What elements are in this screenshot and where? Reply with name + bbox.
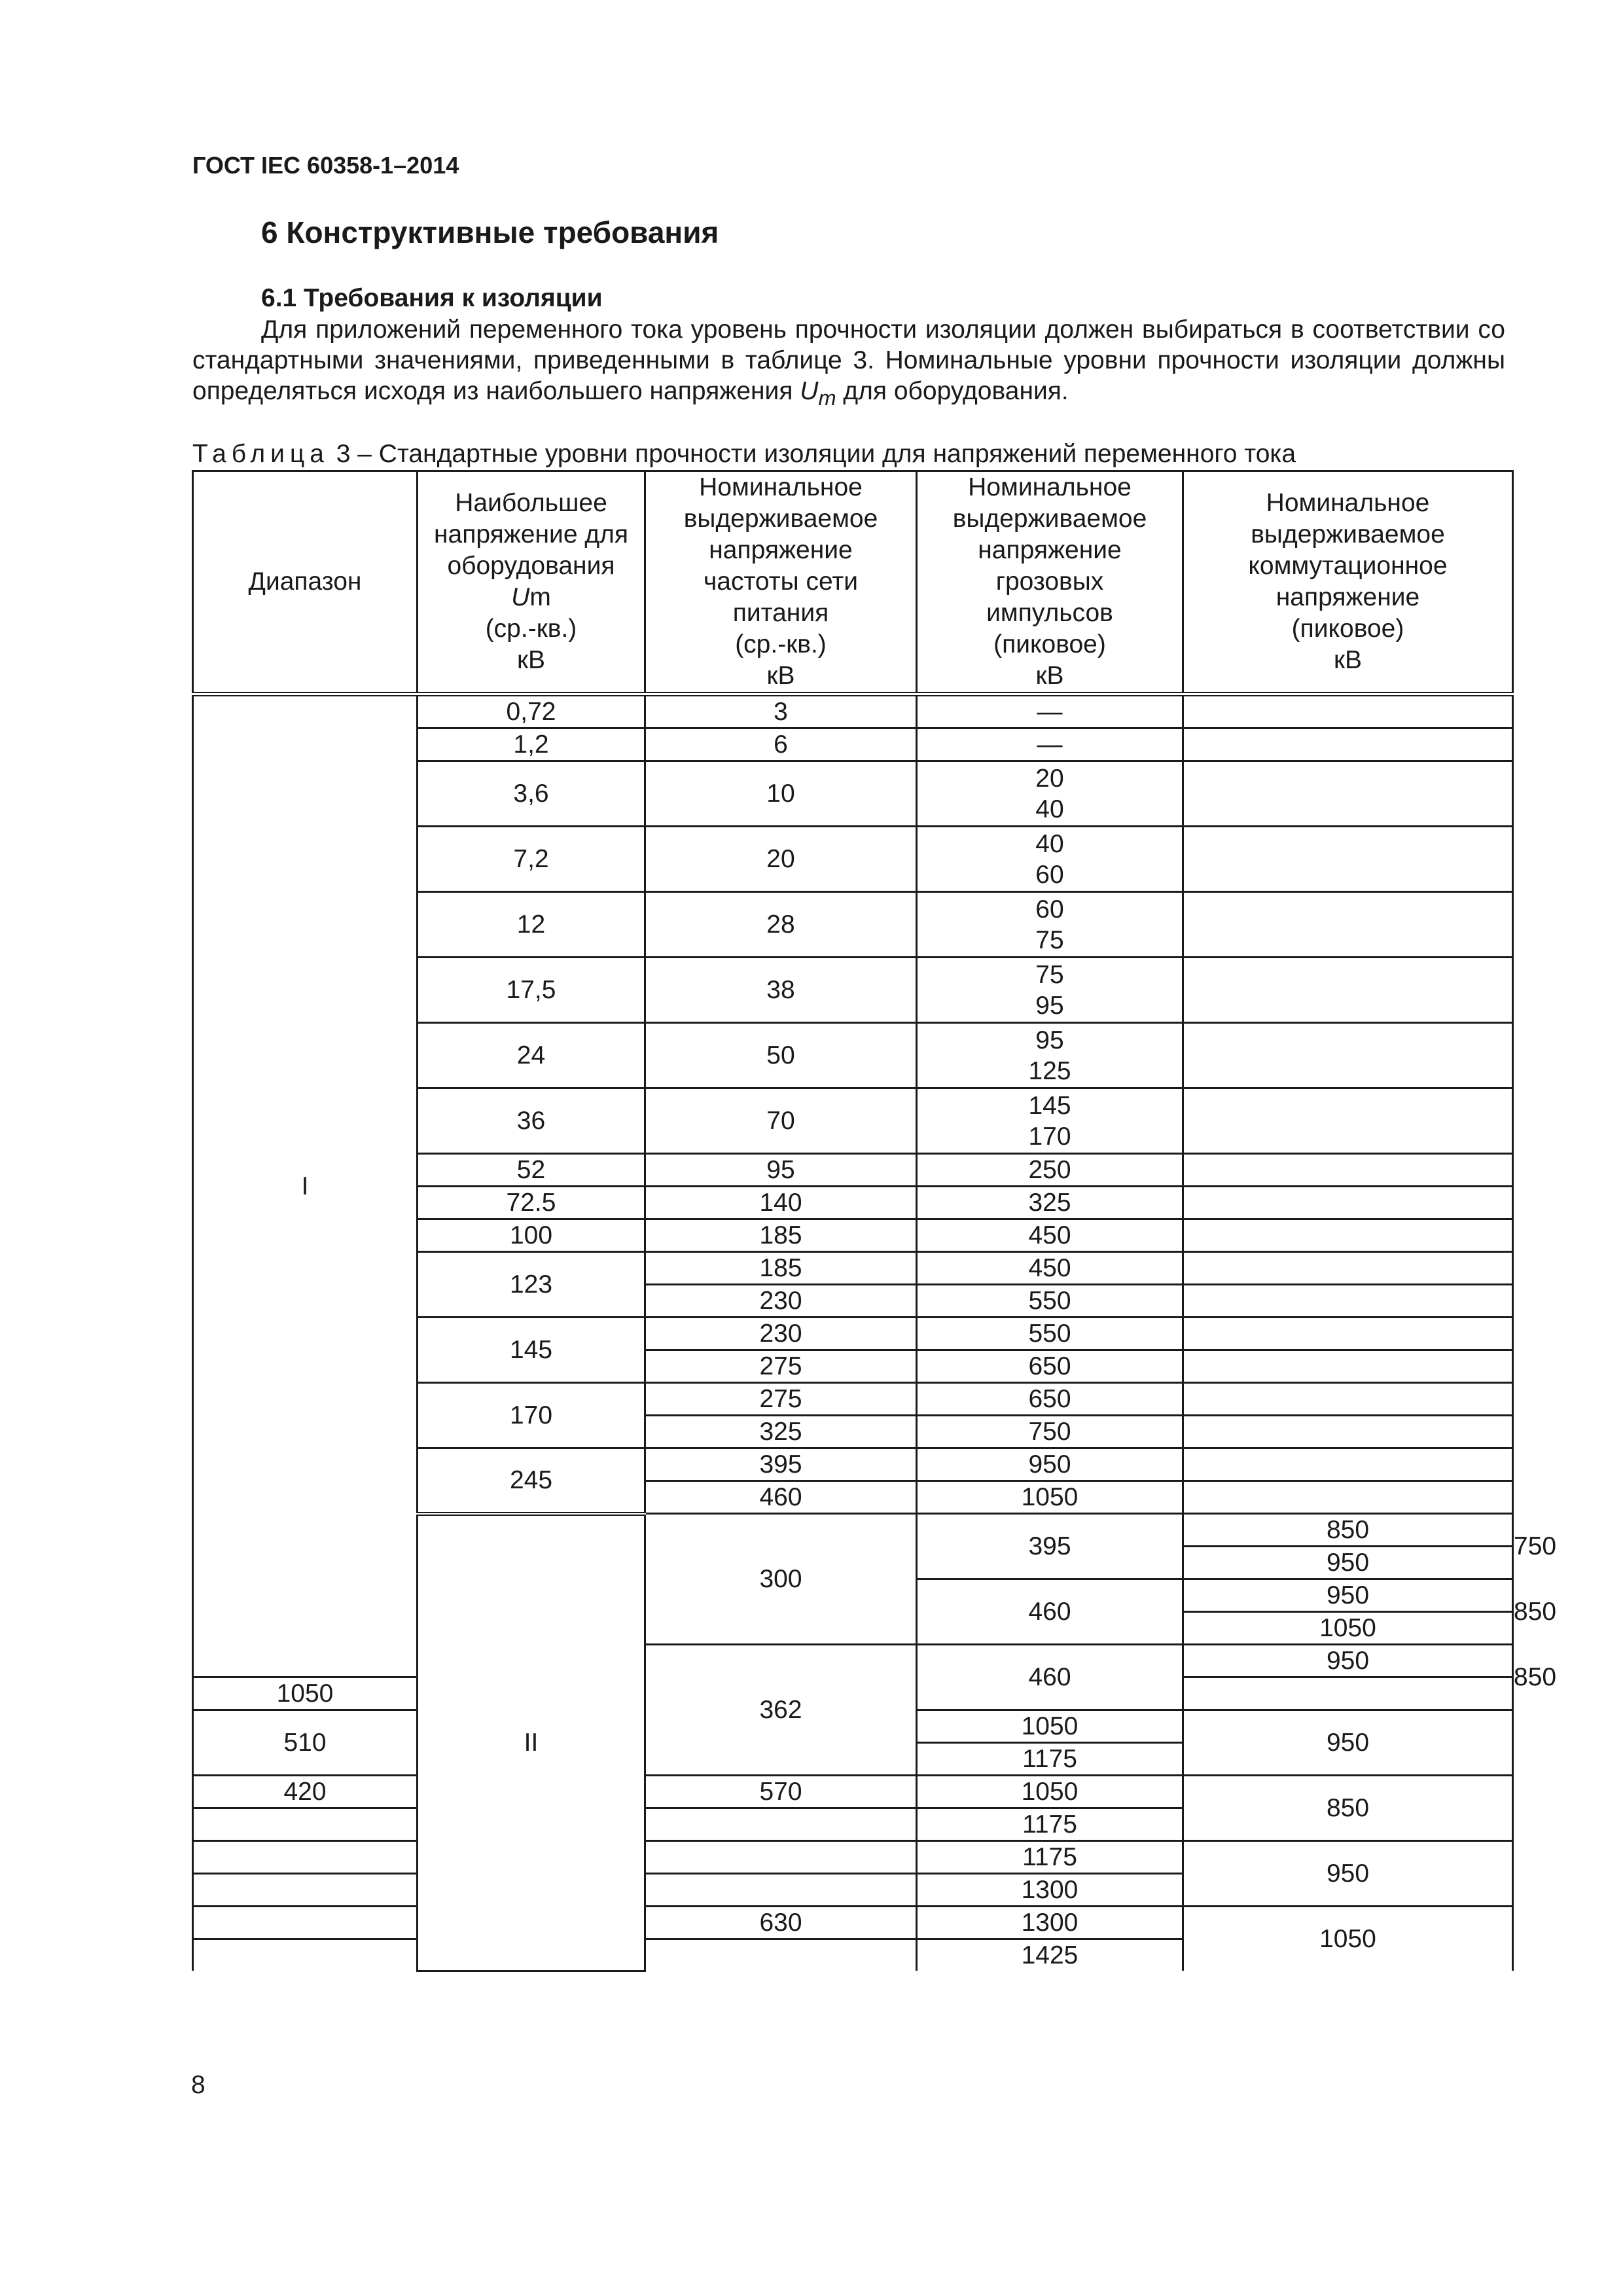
header-sw-line: (пиковое) [1291,615,1404,643]
paragraph-text-end: для оборудования. [836,377,1069,405]
lightning-cell [917,958,1183,1023]
freq-cell: 510 [193,1710,418,1776]
subsection-title: 6.1 Требования к изоляции [261,284,603,312]
lightning-cell: 1050 [917,1776,1183,1808]
lightning-cell [917,1023,1183,1088]
lightning-value: 170 [1028,1122,1071,1151]
switching-cell [1183,1023,1513,1088]
lightning-value: 40 [1035,795,1064,823]
header-lightning-impulse [917,471,1183,694]
um-cell: 72.5 [418,1187,645,1219]
table-row: 460 950 850 [193,1579,1513,1612]
um-cell: 0,72 [418,694,645,728]
switching-cell [1183,827,1513,892]
um-cell [193,1907,418,1939]
switching-cell [1183,1088,1513,1154]
header-light-line: грозовых [995,567,1104,596]
table-row: II 300 395 850 750 [193,1514,1513,1547]
freq-cell: 275 [645,1350,917,1383]
header-um-unit: кВ [516,646,546,674]
header-um [418,471,645,694]
header-power-frequency [645,471,917,694]
symbol-u: U [800,377,819,405]
lightning-cell: 1300 [917,1907,1183,1939]
symbol-m: m [818,386,836,410]
lightning-value: 95 [1035,1026,1064,1054]
lightning-cell: 1300 [917,1874,1183,1907]
lightning-cell: 950 [917,1448,1183,1481]
lightning-cell: 1175 [917,1743,1183,1776]
um-cell: 24 [418,1023,645,1088]
switching-cell [1183,1187,1513,1219]
switching-cell [1183,1285,1513,1318]
freq-cell: 460 [917,1579,1183,1645]
um-cell [193,1808,418,1841]
lightning-cell: — [917,728,1183,761]
range-cell: II [418,1514,645,1971]
header-range [193,471,418,694]
table-caption [192,440,1296,469]
lightning-value: 60 [1035,860,1064,889]
lightning-cell: 1425 [917,1939,1183,1971]
lightning-value: 95 [1035,991,1064,1020]
header-um-line: (ср.-кв.) [485,615,577,643]
switching-cell [1183,1350,1513,1383]
lightning-cell: 850 [1183,1514,1513,1547]
paragraph-text: Для приложений переменного тока уровень прочности изоляции должен выбираться в соответствии со стандартными значениями, приведенными в таблице 3. Номинальные уровни прочности изоляции должны определяться исходя из наибольшего напряжения [192,315,1505,405]
um-cell [193,1841,418,1874]
header-switching-impulse [1183,471,1513,694]
header-um-line: Наибольшее [455,489,607,517]
insulation-levels-table [192,470,1557,1972]
lightning-cell [917,892,1183,958]
lightning-cell: 250 [917,1154,1183,1187]
lightning-cell: 950 [1183,1645,1513,1677]
header-um-line: оборудования [447,552,615,580]
lightning-cell: 450 [917,1252,1183,1285]
header-sw-unit: кВ [1333,646,1363,674]
table-caption-prefix: Таблица [192,440,329,468]
um-cell: 300 [645,1514,917,1645]
header-freq-line: Номинальное [699,473,863,501]
um-cell: 36 [418,1088,645,1154]
header-freq-line: питания [732,599,829,627]
um-cell: 170 [418,1383,645,1448]
freq-cell: 230 [645,1285,917,1318]
lightning-value: 60 [1035,895,1064,924]
lightning-value: 20 [1035,764,1064,793]
switching-cell [1183,1481,1513,1514]
freq-cell [645,1808,917,1841]
lightning-cell: 950 [1183,1579,1513,1612]
lightning-value: 75 [1035,960,1064,989]
um-cell [193,1939,418,1971]
lightning-cell [917,827,1183,892]
um-cell: 362 [645,1645,917,1776]
header-freq-line: выдерживаемое [683,505,878,533]
freq-cell [645,1841,917,1874]
lightning-value: 75 [1035,925,1064,954]
switching-cell [1183,1416,1513,1448]
switching-cell [1183,694,1513,728]
um-cell: 17,5 [418,958,645,1023]
freq-cell: 38 [645,958,917,1023]
header-um-line: напряжение для [434,520,628,548]
switching-cell: 1050 [1183,1907,1513,1971]
freq-cell: 3 [645,694,917,728]
freq-cell: 395 [917,1514,1183,1579]
document-header: ГОСТ IEC 60358-1–2014 [192,152,459,179]
lightning-cell: 450 [917,1219,1183,1252]
lightning-cell: 1050 [917,1481,1183,1514]
table-row: 362 460 950 850 [193,1645,1513,1677]
lightning-cell: 750 [917,1416,1183,1448]
lightning-cell: 650 [917,1383,1183,1416]
freq-cell: 275 [645,1383,917,1416]
freq-cell: 6 [645,728,917,761]
header-freq-line: (ср.-кв.) [735,630,827,658]
switching-cell [1183,1448,1513,1481]
freq-cell: 460 [645,1481,917,1514]
lightning-value: 40 [1035,829,1064,858]
switching-cell [1183,1383,1513,1416]
freq-cell: 185 [645,1252,917,1285]
table-row [193,1841,1513,1874]
header-sw-line: выдерживаемое [1251,520,1445,548]
um-symbol-u: U [511,583,530,611]
header-freq-unit: кВ [766,662,795,690]
table-header-row [193,471,1513,694]
freq-cell: 570 [645,1776,917,1808]
freq-cell: 395 [645,1448,917,1481]
header-light-unit: кВ [1035,662,1064,690]
header-sw-line: Номинальное [1266,489,1430,517]
um-cell: 100 [418,1219,645,1252]
table-row [193,1776,1513,1808]
header-light-line: (пиковое) [993,630,1106,658]
lightning-cell: 1050 [193,1677,418,1710]
um-cell: 123 [418,1252,645,1318]
switching-cell [1183,892,1513,958]
lightning-cell: 1175 [917,1808,1183,1841]
table-caption-text: 3 – Стандартные уровни прочности изоляции для напряжений переменного тока [329,440,1296,468]
freq-cell: 460 [917,1645,1183,1710]
header-freq-line: частоты сети [703,567,859,596]
section-title: 6 Конструктивные требования [261,215,719,249]
header-sw-line: напряжение [1275,583,1420,611]
freq-cell: 230 [645,1318,917,1350]
range-cell: I [193,694,418,1677]
switching-cell: 950 [1183,1710,1513,1776]
um-cell: 52 [418,1154,645,1187]
freq-cell [645,1874,917,1907]
switching-cell [1183,1318,1513,1350]
um-cell: 420 [193,1776,418,1808]
um-cell: 1,2 [418,728,645,761]
freq-cell: 325 [645,1416,917,1448]
switching-cell [1183,728,1513,761]
table-row [193,694,1513,728]
lightning-cell [917,761,1183,827]
freq-cell: 630 [645,1907,917,1939]
um-cell: 3,6 [418,761,645,827]
um-cell: 7,2 [418,827,645,892]
header-light-line: импульсов [986,599,1113,627]
header-um-symbol [418,582,644,613]
lightning-cell: 550 [917,1285,1183,1318]
um-cell [193,1874,418,1907]
header-freq-line: напряжение [709,536,853,564]
freq-cell: 50 [645,1023,917,1088]
lightning-cell: 650 [917,1350,1183,1383]
body-paragraph [192,314,1505,414]
switching-cell [1183,1252,1513,1285]
freq-cell: 95 [645,1154,917,1187]
switching-cell: 850 [1183,1776,1513,1841]
freq-cell: 70 [645,1088,917,1154]
freq-cell: 20 [645,827,917,892]
page-number: 8 [191,2071,205,2099]
freq-cell [645,1939,917,1971]
header-light-line: Номинальное [968,473,1132,501]
lightning-value: 145 [1028,1091,1071,1120]
lightning-cell: 1050 [917,1710,1183,1743]
header-sw-line: коммутационное [1248,552,1448,580]
lightning-cell: 550 [917,1318,1183,1350]
um-cell: 245 [418,1448,645,1514]
header-light-line: напряжение [978,536,1122,564]
freq-cell: 10 [645,761,917,827]
switching-cell [1183,1219,1513,1252]
freq-cell: 28 [645,892,917,958]
switching-cell [1183,958,1513,1023]
header-range-label: Диапазон [248,567,362,596]
lightning-cell: 1175 [917,1841,1183,1874]
switching-cell [1183,1154,1513,1187]
lightning-cell: 1050 [1183,1612,1513,1645]
lightning-value: 125 [1028,1056,1071,1085]
switching-cell [1183,761,1513,827]
table-row [193,1907,1513,1939]
um-symbol-m: m [529,583,551,611]
freq-cell: 185 [645,1219,917,1252]
freq-cell: 140 [645,1187,917,1219]
lightning-cell: 950 [1183,1547,1513,1579]
header-light-line: выдерживаемое [952,505,1147,533]
switching-cell: 950 [1183,1841,1513,1907]
um-cell: 145 [418,1318,645,1383]
lightning-cell: — [917,694,1183,728]
lightning-cell [917,1088,1183,1154]
um-cell: 12 [418,892,645,958]
lightning-cell: 325 [917,1187,1183,1219]
